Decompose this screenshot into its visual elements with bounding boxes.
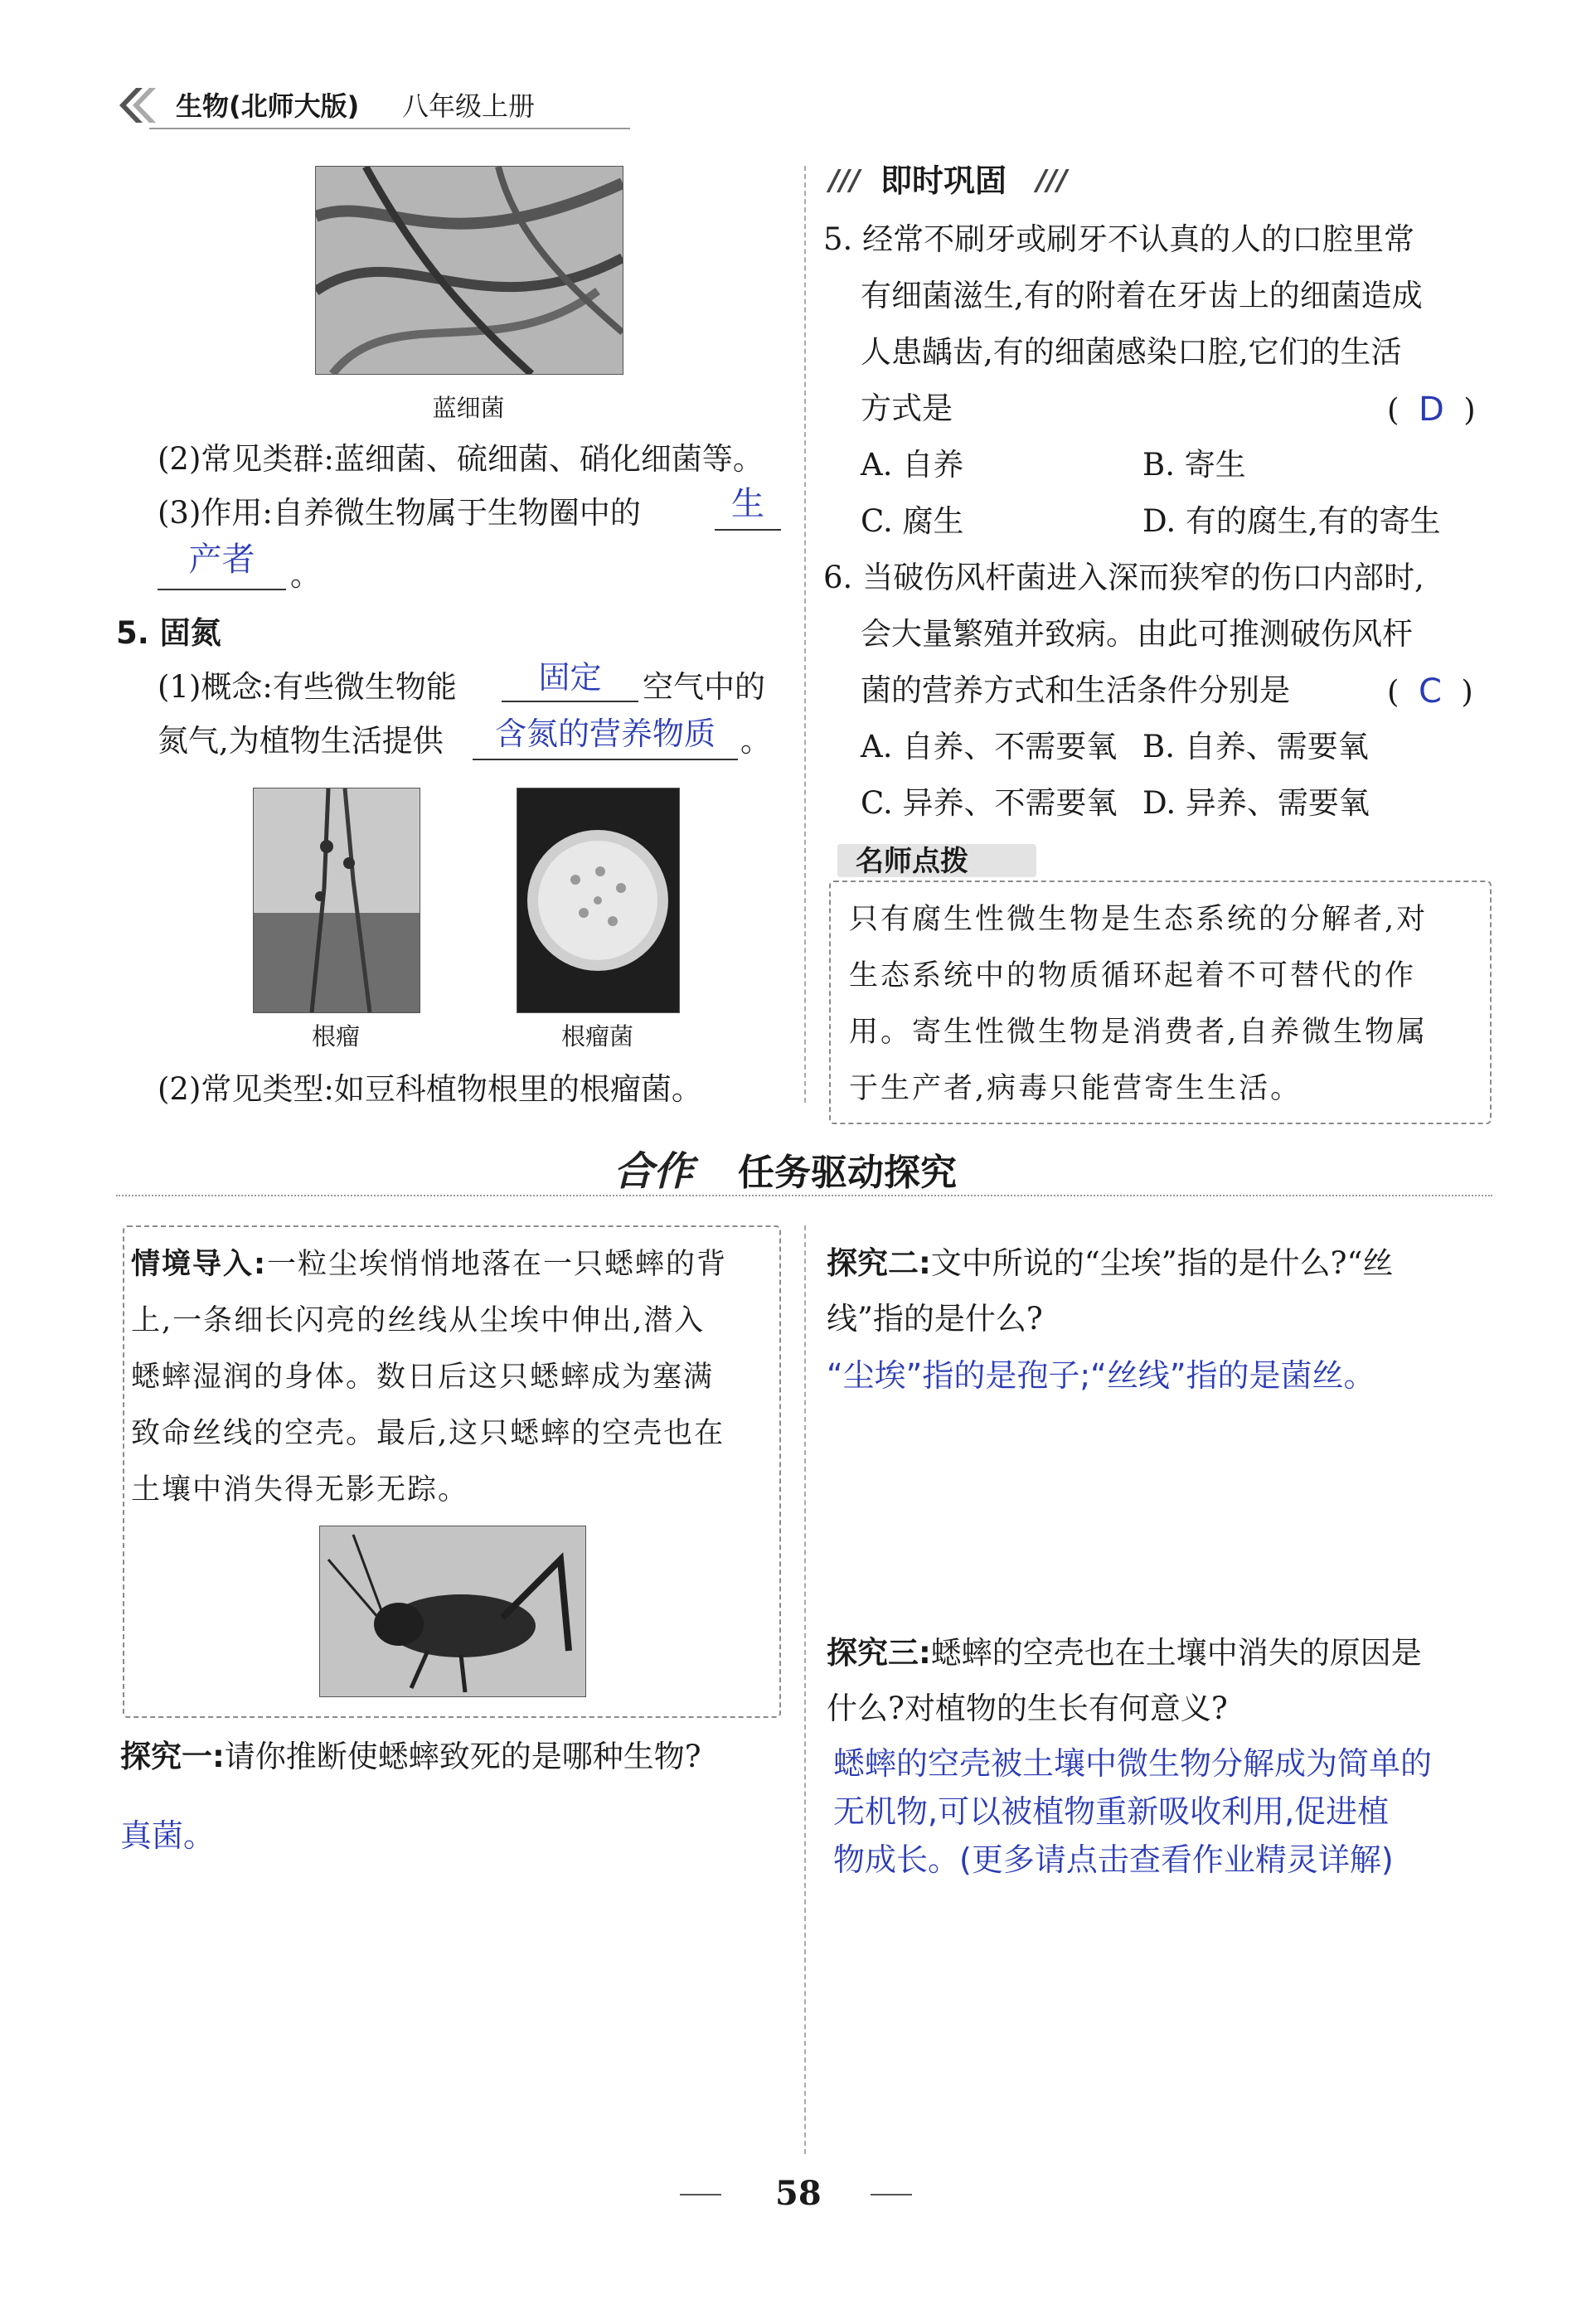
page-number: 58 [775, 2174, 822, 2213]
tip-line-1: 只有腐生性微生物是生态系统的分解者,对 [849, 903, 1429, 936]
q6-option-a: A. 自养、不需要氧 [861, 729, 1118, 764]
tip-label-text: 名师点拨 [856, 845, 968, 878]
item5-1-blank2 [473, 709, 738, 760]
item5-1-line2-prefix: 氮气,为植物生活提供 [158, 723, 444, 759]
explore3-label: 探究三: [827, 1635, 931, 1671]
header-rule [149, 128, 630, 129]
slash-right-icon: /// [1036, 164, 1068, 197]
intro-text-1: 一粒尘埃悄悄地落在一只蟋蟀的背 [267, 1248, 728, 1281]
section-jishi-title: 即时巩固 [880, 163, 1007, 199]
header-arrow-icon [116, 86, 158, 124]
explore2-answer: “尘埃”指的是孢子;“丝线”指的是菌丝。 [827, 1357, 1375, 1394]
tip-line-3: 用。寄生性微生物是消费者,自养微生物属 [849, 1016, 1429, 1049]
item3-blank-a [715, 485, 781, 531]
item3-blank-b [158, 543, 286, 590]
item3-prefix: (3)作用:自养微生物属于生物圈中的 [158, 495, 641, 531]
item5-1-prefix: (1)概念:有些微生物能 [158, 669, 457, 705]
tip-line-2: 生态系统中的物质循环起着不可替代的作 [849, 959, 1417, 992]
q5-option-c: C. 腐生 [861, 503, 964, 539]
item5-1-answer2: 含氮的营养物质 [494, 716, 716, 752]
intro-box [123, 1225, 781, 1718]
tip-line-4: 于生产者,病毒只能营寄生生活。 [849, 1072, 1303, 1105]
fig2-caption: 根瘤 [311, 1022, 360, 1050]
header [116, 83, 630, 133]
header-title: 生物(北师大版) [176, 90, 360, 122]
section-jishi-heading [829, 162, 1161, 203]
explore3-q2: 什么?对植物的生长有何意义? [827, 1691, 1228, 1726]
q5-option-b: B. 寄生 [1142, 447, 1246, 483]
q6-answer-bracket: ( C ) [1387, 672, 1473, 711]
q5-line-2: 有细菌滋生,有的附着在牙齿上的细菌造成 [861, 278, 1423, 313]
explore3-answer-2: 无机物,可以被植物重新吸收利用,促进植 [833, 1793, 1390, 1830]
q6-line-1: 6. 当破伤风杆菌进入深而狭窄的伤口内部时, [823, 560, 1424, 595]
intro-line-4: 致命丝线的空壳。最后,这只蟋蟀的空壳也在 [131, 1417, 725, 1450]
item3-end: 。 [290, 557, 321, 593]
fig1-caption: 蓝细菌 [432, 394, 505, 422]
intro-line-1 [131, 1250, 727, 1279]
intro-line-2: 上,一条细长闪亮的丝线从尘埃中伸出,潜入 [131, 1304, 706, 1337]
item5-1-mid: 空气中的 [643, 669, 765, 705]
cyanobacteria-photo [315, 166, 623, 375]
header-grade: 八年级上册 [402, 90, 536, 122]
nodule-bacteria-photo [517, 788, 680, 1013]
section-badge: 合作 [614, 1148, 694, 1195]
explore1-q: 请你推断使蟋蟀致死的是哪种生物? [224, 1739, 701, 1774]
section-rule [116, 1195, 1492, 1196]
explore2-q1-text: 文中所说的“尘埃”指的是什么?“丝 [930, 1245, 1394, 1281]
footer-dash-left [680, 2194, 721, 2195]
explore1-answer: 真菌。 [120, 1817, 216, 1854]
petri-dish-illustration [517, 788, 679, 1012]
q5-option-a: A. 自养 [861, 447, 964, 483]
q5-line-4: 方式是 [861, 391, 953, 426]
item2-groups: (2)常见类群:蓝细菌、硫细菌、硝化细菌等。 [158, 441, 764, 477]
explore3-q1 [827, 1635, 1422, 1671]
footer [672, 2172, 920, 2214]
section-header [116, 1148, 1492, 1206]
item5-2: (2)常见类型:如豆科植物根里的根瘤菌。 [158, 1071, 702, 1107]
fig3-caption: 根瘤菌 [560, 1022, 633, 1050]
cyanobacteria-illustration [316, 167, 623, 374]
intro-label: 情境导入: [131, 1248, 267, 1281]
explore3-answer-1: 蟋蟀的空壳被土壤中微生物分解成为简单的 [833, 1745, 1433, 1782]
q5-answer-bracket: ( D ) [1387, 391, 1476, 429]
slash-left-icon: /// [829, 164, 861, 197]
explore2-q1 [827, 1245, 1394, 1281]
item5-title: 5. 固氮 [116, 615, 221, 651]
intro-line-3: 蟋蟀湿润的身体。数日后这只蟋蟀成为塞满 [131, 1361, 715, 1394]
item5-1-blank1 [502, 655, 638, 702]
intro-line-5: 土壤中消失得无影无踪。 [131, 1473, 469, 1506]
q5-line-1: 5. 经常不刷牙或刷牙不认真的人的口腔里常 [823, 221, 1415, 257]
section-title: 任务驱动探究 [738, 1152, 957, 1194]
footer-dash-right [871, 2194, 912, 2195]
item3-answer-b: 产者 [188, 541, 255, 579]
q5-option-d: D. 有的腐生,有的寄生 [1142, 503, 1441, 539]
item5-1-end: 。 [740, 723, 771, 759]
explore1-label: 探究一: [120, 1739, 225, 1774]
column-divider-top [804, 166, 806, 1103]
q5-answer: D [1418, 391, 1444, 429]
tip-box [829, 881, 1492, 1124]
item5-1-answer1: 固定 [538, 659, 602, 696]
q6-option-d: D. 异养、需要氧 [1142, 785, 1370, 821]
explore1-question [120, 1741, 701, 1772]
explore2-label: 探究二: [827, 1245, 931, 1281]
root-nodule-photo [253, 788, 420, 1013]
q5-line-3: 人患龋齿,有的细菌感染口腔,它们的生活 [861, 334, 1402, 370]
explore3-q1-text: 蟋蟀的空壳也在土壤中消失的原因是 [930, 1635, 1422, 1671]
cricket-photo [319, 1526, 586, 1697]
root-nodule-illustration [254, 788, 420, 1012]
explore3-answer-3: 物成长。(更多请点击查看作业精灵详解) [833, 1841, 1394, 1878]
tip-label [837, 839, 1070, 881]
q6-line-2: 会大量繁殖并致病。由此可推测破伤风杆 [861, 616, 1413, 652]
item3-answer-a: 生 [731, 485, 764, 523]
q6-option-b: B. 自养、需要氧 [1142, 729, 1369, 764]
q6-answer: C [1418, 672, 1442, 711]
q6-line-3: 菌的营养方式和生活条件分别是 [861, 672, 1290, 708]
explore2-q2: 线”指的是什么? [827, 1301, 1043, 1337]
q6-option-c: C. 异养、不需要氧 [861, 785, 1118, 821]
cricket-illustration [320, 1526, 585, 1696]
column-divider-bottom [804, 1225, 806, 2154]
